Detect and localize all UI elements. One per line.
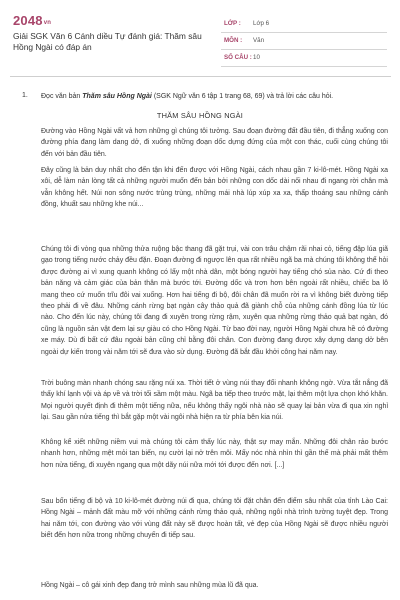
info-value: Văn bbox=[253, 32, 387, 49]
question-prompt bbox=[41, 92, 386, 101]
passage-paragraph: Đây cũng là bản duy nhất cho đến tận khi đến được với Hồng Ngài, cách nhau gần 7 ki-lô-mét. Hồng Ngài xa xôi, dễ làm nản lòng tất cả những người muốn đến bản bởi những con dốc dài nối nhau đi ngang rời chân mà vẫn không hết. Núi non sông nước trùng trùng, những mái nhà lúp xúp xa xa, thấp thoáng sau những cánh đồng, khuất sau những khe núi... bbox=[41, 167, 388, 209]
page-header bbox=[0, 0, 400, 76]
info-value: Lớp 6 bbox=[253, 15, 387, 32]
prompt-tail: (SGK Ngữ văn 6 tập 1 trang 68, 69) và trả lời các câu hỏi. bbox=[151, 93, 334, 100]
passage-paragraph: Trời buông màn nhanh chóng sau rặng núi xa. Thời tiết ở vùng núi thay đổi nhanh không ngờ. Vừa tắt nắng đã thấy khí lạnh vội và áp về và trời tối sầm một màu. Ngã ba tiếp theo trước mặt, lại thêm một lựa chọn khó khăn. Mọi người quyết định đi thêm một tiếng nữa, nếu không thấy ngôi nhà nào sẽ quay lại bản vừa đi qua xin nghỉ lại. Sau gần nửa tiếng thì bắt gặp một vài ngôi nhà hiện ra từ phía bên kia núi. bbox=[41, 380, 388, 422]
header-divider bbox=[10, 76, 391, 77]
info-key: MÔN : bbox=[221, 32, 253, 49]
passage-title: THĂM SÂU HỒNG NGÀI bbox=[156, 111, 244, 120]
site-logo[interactable] bbox=[13, 13, 51, 28]
document-title: Giải SGK Văn 6 Cánh diều Tự đánh giá: Thăm sâu Hồng Ngài có đáp án bbox=[13, 31, 202, 52]
passage-paragraph: Hồng Ngài – cô gái xinh đẹp đang trở mình sau những mùa lũ đã qua. bbox=[41, 582, 259, 589]
passage-paragraph: Sau bốn tiếng đi bộ và 10 ki-lô-mét đường núi đi qua, chúng tôi đặt chân đến điểm sâu nhất của tỉnh Lào Cai: Hồng Ngài – mảnh đất màu mỡ với những cánh rừng thảo quả, những ngôi nhà trình tường tuyệt đẹp. Trong hai năm tới, con đường vào với vùng đất này sẽ được hoàn tất, vẻ đẹp của Hồng Ngài sẽ được nhiều người biết đến hơn nữa trong những chuyến đi tiếp sau. bbox=[41, 498, 388, 540]
passage-paragraph: Không kể xiết những niềm vui mà chúng tôi cảm thấy lúc này, thật sự may mắn. Những đôi chân rảo bước nhanh hơn, những mệt mỏi tan biến, nụ cười lại nở trên môi. Mấy nóc nhà nhìn thì gần thế mà phải mất thêm hơn nửa tiếng, đi xuyên ngang qua một dãy núi nữa mới tới được đến nơi. [...] bbox=[41, 439, 388, 469]
info-key: SỐ CÂU : bbox=[221, 49, 253, 66]
prompt-title: Thăm sâu Hồng Ngài bbox=[82, 93, 152, 100]
logo-suffix: vn bbox=[43, 20, 52, 26]
info-table bbox=[221, 15, 387, 67]
passage-paragraph: Đường vào Hồng Ngài vất vả hơn những gì chúng tôi tưởng. Sau đoạn đường đất đầu tiên, đi thẳng xuống con đường phía đang làm dang dở, đi xuống những đoạn dốc dựng đứng của một con thác, cuối cùng chúng tôi đến với bản đầu tiên. bbox=[41, 128, 388, 158]
prompt-lead: Đọc văn bản bbox=[41, 93, 83, 100]
info-value: 10 bbox=[253, 49, 387, 66]
passage-paragraph: Chúng tôi đi vòng qua những thửa ruộng bậc thang đã gặt trụi, vài con trâu chậm rãi nhai cỏ, tiếng đập lúa giã gạo trong tiếng nước chảy đều đặn. Đoạn đường đi ngược lên qua rất nhiều ngã ba mà chúng tôi không thể hỏi được đường ai vì xung quanh không có lấy một nhà dân, một bóng người hay tiếng chó sủa nào. Cứ đi theo bản năng và cảm giác của bản thân mà bước tới. Đường dốc và trơn hơn bên ngoài rất nhiều, chiếc ba lô mang theo cứ muốn trĩu đôi vai xuống. Hơn hai tiếng đi bộ, đôi chân đã muốn rời ra vì không biết đường tiếp theo phải đi về đâu. Những cánh rừng bạt ngàn cây thảo quả đã giành chỗ của những cánh đồng lúa từ lúc nào. Cho đến lúc này, chúng tôi đang đi xuyên trong rừng rậm, xuyên qua những rừng thảo quả bạt ngàn, đó cũng là nguồn sản vật đem lại sự giàu có cho Hồng Ngài. Từ bao đời nay, người Hồng Ngài chưa hề có đường xe máy. Dù đi bất cứ đâu ngoài bản cũng chỉ bằng đôi chân. Con đường đang được xây dựng dang dở bên ngoài dự kiến trong vài năm tới sẽ đưa vào sử dụng. Đường đã bắt đầu khởi công hai năm nay. bbox=[41, 246, 388, 356]
info-row-count bbox=[221, 49, 387, 66]
info-row-subject bbox=[221, 32, 387, 49]
question-number: 1. bbox=[22, 92, 28, 99]
logo-text: 2048 bbox=[13, 13, 43, 28]
info-row-grade bbox=[221, 15, 387, 32]
info-key: LỚP : bbox=[221, 15, 253, 32]
